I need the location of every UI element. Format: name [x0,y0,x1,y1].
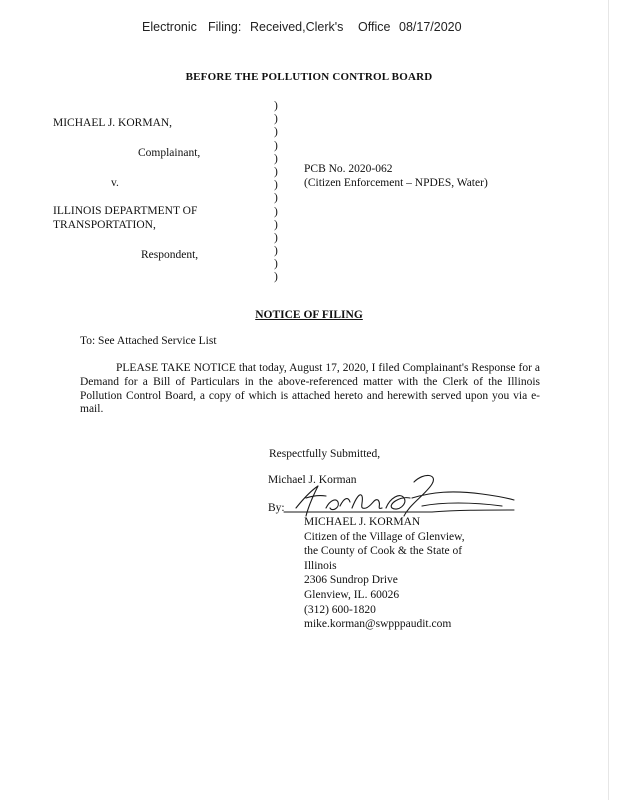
notice-body: PLEASE TAKE NOTICE that today, August 17, 2020, I filed Complainant's Response for a Demand for a Bill of Particulars in the above-referenced matter with the Clerk of the Illinois Pollution Control Board, a copy of which is attached hereto and herewith served upon you via e-mail. [80,362,540,416]
addr-line: MICHAEL J. KORMAN [304,516,421,528]
complainant-name: MICHAEL J. KORMAN, [53,117,173,129]
respondent-line-2: TRANSPORTATION, [53,219,156,231]
paren: ) [274,218,278,231]
signature-block [304,515,465,632]
stamp-word-office: Office [358,20,391,34]
paren: ) [274,231,278,244]
stamp-word-electronic: Electronic [142,20,197,34]
paren: ) [274,113,278,126]
paren: ) [274,152,278,165]
paren: ) [274,205,278,218]
addr-line: the County of Cook & the State of [304,545,463,558]
case-number: PCB No. 2020-062 [304,163,393,175]
respondent-line-1: ILLINOIS DEPARTMENT OF [53,205,198,217]
complainant-label: Complainant, [138,147,201,159]
email-line: mike.korman@swpppaudit.com [304,618,452,631]
board-title: BEFORE THE POLLUTION CONTROL BOARD [185,71,433,83]
paren: ) [274,165,278,178]
paren: ) [274,139,278,152]
case-type: (Citizen Enforcement – NPDES, Water) [304,177,488,189]
paren: ) [274,271,278,284]
by-label: By: [268,502,285,514]
respondent-label: Respondent, [141,249,199,261]
paren: ) [274,245,278,258]
addr-line: Glenview, IL. 60026 [304,588,400,601]
paren: ) [274,179,278,192]
versus: v. [111,177,119,189]
addr-line: 2306 Sundrop Drive [304,574,398,587]
paren: ) [274,126,278,139]
page-edge-line [608,0,609,800]
to-line: To: See Attached Service List [80,335,217,347]
paren: ) [274,258,278,271]
paren: ) [274,100,278,112]
addr-line: (312) 600-1820 [304,603,376,616]
addr-line: Illinois [304,559,337,572]
stamp-word-received: Received,Clerk's [250,20,344,34]
paren: ) [274,192,278,205]
closing: Respectfully Submitted, [269,448,381,460]
caption-parentheses [274,100,278,285]
addr-line: Citizen of the Village of Glenview, [304,530,465,543]
stamp-date: 08/17/2020 [399,20,462,34]
stamp-word-filing: Filing: [208,20,242,34]
signer-name: Michael J. Korman [268,474,357,486]
filing-stamp-header [0,20,618,104]
notice-title: NOTICE OF FILING [255,309,363,321]
